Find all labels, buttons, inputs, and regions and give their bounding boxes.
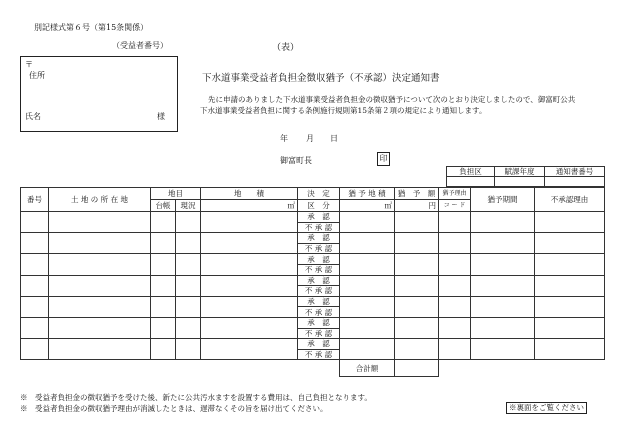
entry-current[interactable]: [176, 233, 201, 254]
entry-deferred-amount[interactable]: [395, 212, 439, 233]
entry-reason-code[interactable]: [439, 275, 471, 296]
entry-approve[interactable]: 承 認: [298, 317, 340, 328]
date-year: 年: [280, 134, 288, 143]
header-ledger: 台帳: [151, 200, 176, 212]
header-reason-code-2: コ ー ド: [439, 200, 471, 212]
header-number: 番号: [21, 188, 49, 212]
entry-ledger[interactable]: [151, 339, 176, 360]
entry-area[interactable]: [201, 317, 298, 338]
ref-cell-year[interactable]: [495, 177, 545, 187]
entry-area[interactable]: [201, 339, 298, 360]
entry-ledger[interactable]: [151, 233, 176, 254]
header-landuse: 地目: [151, 188, 201, 200]
entry-deferred-amount[interactable]: [395, 275, 439, 296]
issuer-name: 御富町長: [280, 156, 312, 165]
name-label: 氏名: [25, 112, 41, 121]
entry-reason-code[interactable]: [439, 296, 471, 317]
header-deferred-amount: 猶 予 額: [395, 188, 439, 200]
entry-number[interactable]: [21, 254, 49, 275]
entry-reason-code[interactable]: [439, 233, 471, 254]
entry-nonapproval-reason[interactable]: [535, 212, 605, 233]
entry-ledger[interactable]: [151, 212, 176, 233]
entry-location[interactable]: [49, 317, 151, 338]
entry-nonapproval-reason[interactable]: [535, 339, 605, 360]
entry-deferred-area[interactable]: [340, 317, 395, 338]
entry-current[interactable]: [176, 275, 201, 296]
header-area: 地 積: [201, 188, 298, 200]
entry-location[interactable]: [49, 275, 151, 296]
postal-mark: 〒: [25, 60, 33, 69]
header-deferred-area: 猶 予 地 積: [340, 188, 395, 200]
entry-period[interactable]: [471, 212, 535, 233]
note-2: ※ 受益者負担金の徴収猶予理由が消滅したときは、遅滞なくその旨を届け出てください。: [20, 404, 328, 413]
entry-number[interactable]: [21, 275, 49, 296]
intro-line-1: 先に申請のありました下水道事業受益者負担金の徴収猶予について次のとおり決定しましたので、御富町公共: [208, 95, 576, 104]
entry-deferred-amount[interactable]: [395, 233, 439, 254]
entry-reject[interactable]: 不 承 認: [298, 349, 340, 360]
front-mark: （表）: [272, 43, 300, 53]
entry-location[interactable]: [49, 233, 151, 254]
entry-area[interactable]: [201, 212, 298, 233]
entry-deferred-amount[interactable]: [395, 296, 439, 317]
entry-approve[interactable]: 承 認: [298, 212, 340, 223]
entry-number[interactable]: [21, 233, 49, 254]
intro-line-2: 下水道事業受益者負担に関する条例施行規則第15条第２項の規定により通知します。: [200, 106, 487, 115]
seal-box: 印: [377, 152, 390, 166]
entry-reject[interactable]: 不 承 認: [298, 222, 340, 233]
entry-reject[interactable]: 不 承 認: [298, 307, 340, 318]
main-table: [20, 187, 605, 377]
entry-nonapproval-reason[interactable]: [535, 296, 605, 317]
entry-deferred-area[interactable]: [340, 254, 395, 275]
entry-reason-code[interactable]: [439, 339, 471, 360]
entry-area[interactable]: [201, 254, 298, 275]
entry-deferred-area[interactable]: [340, 212, 395, 233]
entry-approve[interactable]: 承 認: [298, 233, 340, 244]
entry-period[interactable]: [471, 339, 535, 360]
header-period: 猶予期間: [471, 188, 535, 212]
entry-approve[interactable]: 承 認: [298, 275, 340, 286]
entry-area[interactable]: [201, 275, 298, 296]
entry-location[interactable]: [49, 339, 151, 360]
entry-number[interactable]: [21, 317, 49, 338]
ref-header-district: 負担区: [447, 167, 495, 177]
entry-number[interactable]: [21, 212, 49, 233]
ref-header-notice-no: 通知書番号: [545, 167, 605, 177]
entry-deferred-amount[interactable]: [395, 339, 439, 360]
ref-cell-notice-no[interactable]: [545, 177, 605, 187]
total-spacer-right: [439, 360, 605, 377]
header-current: 現況: [176, 200, 201, 212]
entry-period[interactable]: [471, 317, 535, 338]
entry-reason-code[interactable]: [439, 254, 471, 275]
page-title: 下水道事業受益者負担金徴収猶予（不承認）決定通知書: [202, 73, 440, 84]
address-label: 住所: [29, 71, 45, 80]
ref-cell-district[interactable]: [447, 177, 495, 187]
entry-deferred-area[interactable]: [340, 275, 395, 296]
entry-approve[interactable]: 承 認: [298, 296, 340, 307]
honorific: 様: [157, 112, 165, 121]
entry-approve[interactable]: 承 認: [298, 254, 340, 265]
address-box: [20, 56, 178, 132]
header-decision-2: 区 分: [298, 200, 340, 212]
total-label: 合計額: [340, 360, 395, 377]
entry-reject[interactable]: 不 承 認: [298, 264, 340, 275]
header-nonapproval-reason: 不承認理由: [535, 188, 605, 212]
entry-period[interactable]: [471, 296, 535, 317]
entry-nonapproval-reason[interactable]: [535, 254, 605, 275]
entry-reject[interactable]: 不 承 認: [298, 286, 340, 297]
entry-area[interactable]: [201, 233, 298, 254]
entry-number[interactable]: [21, 339, 49, 360]
entry-current[interactable]: [176, 317, 201, 338]
entry-period[interactable]: [471, 275, 535, 296]
entry-deferred-area[interactable]: [340, 296, 395, 317]
entry-deferred-area[interactable]: [340, 339, 395, 360]
date-day: 日: [330, 134, 338, 143]
entry-reason-code[interactable]: [439, 317, 471, 338]
entry-current[interactable]: [176, 339, 201, 360]
ref-header-year: 賦課年度: [495, 167, 545, 177]
reference-table: [446, 166, 605, 187]
header-amount-unit: 円: [395, 200, 439, 212]
back-notice: ※裏面をご覧ください: [506, 402, 587, 414]
header-reason-code-1: 猶予理由: [439, 188, 471, 200]
entry-reject[interactable]: 不 承 認: [298, 328, 340, 339]
beneficiary-number-label: （受益者番号）: [112, 41, 168, 50]
entry-nonapproval-reason[interactable]: [535, 233, 605, 254]
entry-period[interactable]: [471, 254, 535, 275]
entry-ledger[interactable]: [151, 317, 176, 338]
entry-nonapproval-reason[interactable]: [535, 275, 605, 296]
entry-reject[interactable]: 不 承 認: [298, 243, 340, 254]
entry-period[interactable]: [471, 233, 535, 254]
entry-approve[interactable]: 承 認: [298, 339, 340, 350]
entry-current[interactable]: [176, 212, 201, 233]
entry-ledger[interactable]: [151, 296, 176, 317]
total-spacer: [21, 360, 340, 377]
entry-deferred-amount[interactable]: [395, 254, 439, 275]
header-deferred-area-unit: ㎡: [340, 200, 395, 212]
entry-current[interactable]: [176, 296, 201, 317]
entry-current[interactable]: [176, 254, 201, 275]
entry-deferred-amount[interactable]: [395, 317, 439, 338]
entry-location[interactable]: [49, 254, 151, 275]
entry-location[interactable]: [49, 296, 151, 317]
entry-number[interactable]: [21, 296, 49, 317]
header-location: 土 地 の 所 在 地: [49, 188, 151, 212]
entry-nonapproval-reason[interactable]: [535, 317, 605, 338]
entry-ledger[interactable]: [151, 254, 176, 275]
entry-area[interactable]: [201, 296, 298, 317]
total-amount-cell[interactable]: [395, 360, 439, 377]
note-1: ※ 受益者負担金の徴収猶予を受けた後、新たに公共汚水ますを設置する費用は、自己負担となります。: [20, 393, 372, 402]
entry-ledger[interactable]: [151, 275, 176, 296]
entry-reason-code[interactable]: [439, 212, 471, 233]
form-reference: 別記様式第６号（第15条関係）: [34, 23, 149, 32]
header-area-unit: ㎡: [201, 200, 298, 212]
header-decision-1: 決 定: [298, 188, 340, 200]
date-month: 月: [306, 134, 314, 143]
entry-deferred-area[interactable]: [340, 233, 395, 254]
entry-location[interactable]: [49, 212, 151, 233]
